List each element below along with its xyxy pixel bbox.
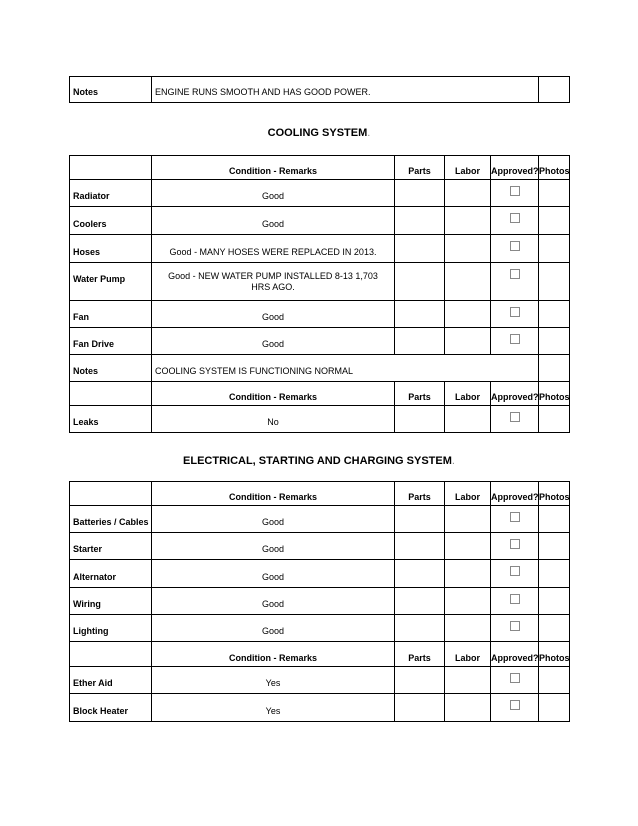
section-title-cooling: COOLING SYSTEM. [267, 127, 371, 139]
header-condition: Condition - Remarks [152, 382, 395, 406]
header-parts: Parts [395, 642, 445, 667]
empty-cell [491, 263, 539, 301]
empty-cell [395, 263, 445, 301]
row-remark: Good [152, 506, 395, 533]
approved-checkbox[interactable] [510, 334, 520, 344]
approved-checkbox[interactable] [510, 269, 520, 279]
header-approved: Approved? [491, 156, 539, 180]
header-photos: Photos [539, 382, 570, 406]
row-label: Fan Drive [70, 328, 152, 355]
row-remark: Good [152, 328, 395, 355]
empty-cell [445, 328, 491, 355]
row-label: Hoses [70, 235, 152, 263]
row-label: Ether Aid [70, 667, 152, 694]
empty-cell [445, 533, 491, 560]
table-row [70, 667, 570, 694]
empty-cell [491, 207, 539, 235]
row-label: Leaks [70, 406, 152, 433]
row-remark: No [152, 406, 395, 433]
row-label: Coolers [70, 207, 152, 235]
row-remark: Yes [152, 694, 395, 722]
empty-cell [395, 560, 445, 588]
empty-cell [395, 406, 445, 433]
header-labor: Labor [445, 156, 491, 180]
empty-cell [445, 694, 491, 722]
empty-cell [395, 180, 445, 207]
notes-value: COOLING SYSTEM IS FUNCTIONING NORMAL [152, 355, 539, 382]
notes-row [70, 355, 570, 382]
header-parts: Parts [395, 382, 445, 406]
row-remark: Good [152, 533, 395, 560]
empty-cell [70, 156, 152, 180]
header-labor: Labor [445, 642, 491, 667]
table-row [70, 506, 570, 533]
approved-checkbox[interactable] [510, 241, 520, 251]
empty-cell [491, 694, 539, 722]
header-approved: Approved? [491, 642, 539, 667]
empty-cell [539, 263, 570, 301]
row-label: Batteries / Cables [70, 506, 152, 533]
empty-cell [445, 301, 491, 328]
empty-cell [539, 694, 570, 722]
row-remark: Good - NEW WATER PUMP INSTALLED 8-13 1,703 HRS AGO. [152, 263, 395, 301]
approved-checkbox[interactable] [510, 621, 520, 631]
header-labor: Labor [445, 382, 491, 406]
notes-value: ENGINE RUNS SMOOTH AND HAS GOOD POWER. [152, 77, 539, 103]
header-parts: Parts [395, 482, 445, 506]
table-row [70, 263, 570, 301]
row-remark: Good - MANY HOSES WERE REPLACED IN 2013. [152, 235, 395, 263]
table-header-row [70, 156, 570, 180]
empty-cell [445, 207, 491, 235]
row-label: Notes [70, 355, 152, 382]
empty-cell [395, 694, 445, 722]
header-condition: Condition - Remarks [152, 482, 395, 506]
electrical-system-table [69, 481, 570, 722]
table-row [70, 235, 570, 263]
approved-checkbox[interactable] [510, 307, 520, 317]
row-remark: Good [152, 560, 395, 588]
empty-cell [491, 235, 539, 263]
row-label: Starter [70, 533, 152, 560]
header-photos: Photos [539, 482, 570, 506]
approved-checkbox[interactable] [510, 539, 520, 549]
empty-cell [539, 180, 570, 207]
empty-cell [491, 533, 539, 560]
empty-cell [395, 588, 445, 615]
table-row [70, 588, 570, 615]
empty-cell [491, 588, 539, 615]
empty-cell [395, 207, 445, 235]
approved-checkbox[interactable] [510, 673, 520, 683]
row-label: Alternator [70, 560, 152, 588]
row-label: Radiator [70, 180, 152, 207]
empty-cell [70, 382, 152, 406]
empty-cell [395, 506, 445, 533]
empty-cell [491, 615, 539, 642]
row-label: Fan [70, 301, 152, 328]
empty-cell [491, 328, 539, 355]
row-remark: Good [152, 588, 395, 615]
notes-top-table [69, 76, 570, 103]
empty-cell [395, 235, 445, 263]
approved-checkbox[interactable] [510, 186, 520, 196]
empty-cell [395, 328, 445, 355]
header-photos: Photos [539, 642, 570, 667]
header-labor: Labor [445, 482, 491, 506]
table-row [70, 301, 570, 328]
approved-checkbox[interactable] [510, 700, 520, 710]
empty-cell [445, 615, 491, 642]
table-header-row [70, 382, 570, 406]
empty-cell [395, 533, 445, 560]
table-row [70, 328, 570, 355]
header-approved: Approved? [491, 482, 539, 506]
row-label: Wiring [70, 588, 152, 615]
approved-checkbox[interactable] [510, 566, 520, 576]
empty-cell [539, 207, 570, 235]
empty-cell [445, 180, 491, 207]
empty-cell [445, 560, 491, 588]
empty-cell [539, 301, 570, 328]
empty-cell [491, 560, 539, 588]
empty-cell [70, 642, 152, 667]
row-label: Water Pump [70, 263, 152, 301]
table-row [70, 207, 570, 235]
empty-cell [491, 301, 539, 328]
approved-checkbox[interactable] [510, 512, 520, 522]
header-parts: Parts [395, 156, 445, 180]
empty-cell [70, 482, 152, 506]
empty-cell [445, 506, 491, 533]
approved-checkbox[interactable] [510, 213, 520, 223]
empty-cell [491, 406, 539, 433]
table-row [70, 180, 570, 207]
cooling-system-table [69, 155, 570, 433]
empty-cell [539, 667, 570, 694]
empty-cell [491, 667, 539, 694]
header-photos: Photos [539, 156, 570, 180]
approved-checkbox[interactable] [510, 412, 520, 422]
table-header-row [70, 642, 570, 667]
empty-cell [539, 560, 570, 588]
section-title-electrical: ELECTRICAL, STARTING AND CHARGING SYSTEM. [183, 455, 455, 467]
empty-cell [539, 355, 570, 382]
empty-cell [395, 667, 445, 694]
notes-label: Notes [70, 77, 152, 103]
table-row [70, 615, 570, 642]
empty-cell [539, 533, 570, 560]
empty-cell [395, 615, 445, 642]
row-label: Block Heater [70, 694, 152, 722]
approved-checkbox[interactable] [510, 594, 520, 604]
table-row [70, 406, 570, 433]
row-remark: Good [152, 180, 395, 207]
header-approved: Approved? [491, 382, 539, 406]
table-row [70, 533, 570, 560]
empty-cell [445, 263, 491, 301]
empty-cell [539, 235, 570, 263]
row-remark: Good [152, 301, 395, 328]
empty-cell [491, 180, 539, 207]
empty-cell [539, 588, 570, 615]
empty-cell [445, 406, 491, 433]
row-remark: Yes [152, 667, 395, 694]
empty-cell [445, 588, 491, 615]
row-remark: Good [152, 615, 395, 642]
empty-cell [539, 615, 570, 642]
header-condition: Condition - Remarks [152, 156, 395, 180]
empty-cell [445, 667, 491, 694]
empty-cell [539, 406, 570, 433]
header-condition: Condition - Remarks [152, 642, 395, 667]
empty-cell [491, 506, 539, 533]
table-row [70, 694, 570, 722]
row-remark: Good [152, 207, 395, 235]
empty-cell [445, 235, 491, 263]
empty-cell [395, 301, 445, 328]
empty-cell [539, 328, 570, 355]
row-label: Lighting [70, 615, 152, 642]
table-header-row [70, 482, 570, 506]
empty-cell [539, 506, 570, 533]
table-row [70, 560, 570, 588]
notes-extra-cell [539, 77, 570, 103]
